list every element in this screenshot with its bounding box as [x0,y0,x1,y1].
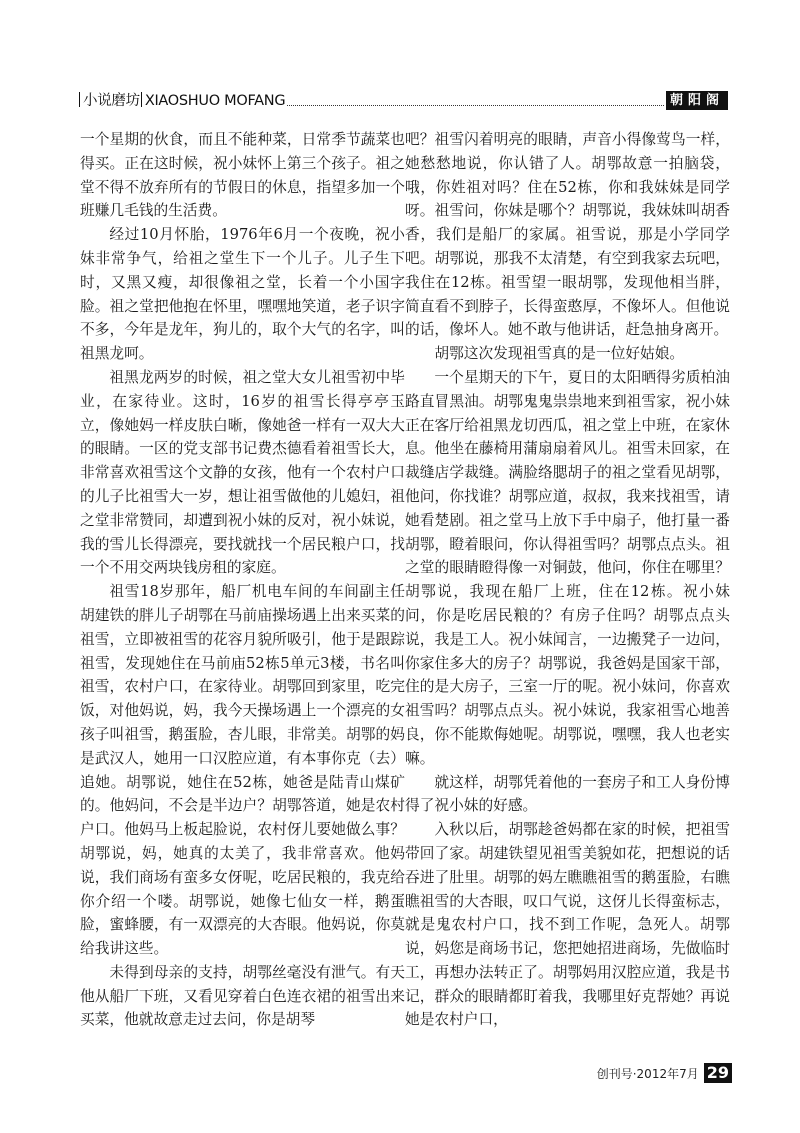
paragraph: 胡鄂这次发现祖雪真的是一位好姑娘。 [434,345,685,363]
paragraph: 就这样，胡鄂凭着他的一套房子和工人身份博得了祝小妹的好感。 [405,773,730,815]
paragraph: 入秋以后，胡鄂趁爸妈都在家的时候，把祖雪带回了家。胡建铁望见祖雪美貌如花，把想说的话吞进了肚里。胡鄂的妈左瞧瞧祖雪的鹅蛋脸，右瞧瞧祖雪的大杏眼，叹口气说，这伢儿长得蛮标志，就是鬼农村户口，找不到工作呢，急死人。胡鄂说，妈您是商场书记，您把她招进商场，先做临时工，再想办法转正了。胡鄂妈用汉腔应道，我是书记，群众的眼睛都盯着我，我哪里好克帮她？再说她是农村户口， [405,821,730,1029]
paragraph: 吧？祖雪闪着明亮的眼睛，声音小得像莺鸟一样，她愁愁地说，你认错了人。胡鄂故意一拍脑袋，哦，你姓祖对吗？住在52栋，你和我妹妹是同学呀。祖雪问，你妹是哪个？胡鄂说，我妹妹叫胡香香，我们是船厂的家属。祖雪说，那是小学同学吧。胡鄂说，那我不太清楚，有空到我家去玩吧，我住在12栋。祖雪望一眼胡鄂，发现他相当胖，简直看不到脖子，长得蛮憨厚，不像坏人。但他说的话，像坏人。她不敢与他讲话，赶急抽身离开。 [405,131,730,339]
section-title [78,89,285,110]
paragraph: 经过10月怀胎，1976年6月一个夜晚，祝小妹非常争气，给祖之堂生下一个儿子。儿子生下时，又黑又瘦，却很像祖之堂，长着一个小国字脸。祖之堂把他抱在怀里，嘿嘿地笑道，老子识字不多，今年是龙年，狗儿的，取个大气的名字，叫祖黑龙呵。 [80,226,405,363]
dotted-leader [287,104,664,106]
running-header [78,88,728,110]
section-title-en: XIAOSHUO MOFANG [144,93,286,109]
title-divider [79,92,80,107]
column-badge: 朝阳阁 [666,91,728,110]
left-column [80,128,405,1032]
right-column [405,128,730,1032]
paragraph: 祖雪18岁那年，船厂机电车间的车间副主任胡建铁的胖儿子胡鄂在马前庙操场遇上出来买菜的祖雪，立即被祖雪的花容月貌所吸引，他于是跟踪祖雪，发现她住在马前庙52栋5单元3楼，书名叫祖雪，农村户口，在家待业。胡鄂回到家里，吃完饭，对他妈说，妈，我今天操场遇上一个漂亮的女孩子叫祖雪，鹅蛋脸，杏儿眼，非常美。胡鄂的妈是武汉人，她用一口汉腔应道，有本事你克（去）追她。胡鄂说，她住在52栋，她爸是陆青山煤矿的。他妈问，不会是半边户？胡鄂答道，她是农村户口。他妈马上板起脸说，农村伢儿要她做么事？胡鄂说，妈，她真的太美了，我非常喜欢。他妈说，我们商场有蛮多女伢呢，吃居民粮的，我克给你介绍一个喽。胡鄂说，她像七仙女一样，鹅蛋脸，蜜蜂腰，有一双漂亮的大杏眼。他妈说，你莫给我讲这些。 [80,583,405,958]
issue-label: 创刊号·2012年7月 [596,1066,699,1081]
page-number: 29 [704,1063,732,1083]
title-divider [141,92,142,107]
paragraph: 祖黑龙两岁的时候，祖之堂大女儿祖雪初中毕业，在家待业。这时，16岁的祖雪长得亭亭玉立，像她妈一样皮肤白晰，像她爸一样有一双大大的眼睛。一区的党支部书记费杰德看着祖雪长大，非常喜欢祖雪这个文静的女孩，他有一个农村户口的儿子比祖雪大一岁，想让祖雪做他的儿媳妇，祖之堂非常赞同，却遭到祝小妹的反对，祝小妹说，我的雪儿长得漂亮，要找就找一个居民粮户口，找一个不用交两块钱房租的家庭。 [80,368,405,577]
paragraph: 一个星期天的下午，夏日的太阳晒得劣质柏油路直冒黑油。胡鄂鬼鬼祟祟地来到祖雪家，祝小妹正在客厅给祖黑龙切西瓜，祖之堂上中班，在家休息。他坐在藤椅用蒲扇扇着风儿。祖雪未回家，在裁缝店学裁缝。满脸络腮胡子的祖之堂看见胡鄂，他问，你找谁？胡鄂应道，叔叔，我来找祖雪，请她看楚剧。祖之堂马上放下手中扇子，他打量一番胡鄂，瞪着眼问，你认得祖雪吗？胡鄂点点头。祖之堂的眼睛瞪得像一对铜鼓，他问，你住在哪里？胡鄂说，我现在船厂上班，住在12栋。祝小妹问，你是吃居民粮的？有房子住吗？胡鄂点点头说，我是工人。祝小妹闻言，一边搬凳子一边问，你家住多大的房子？胡鄂说，我爸妈是国家干部，住的是大房子，三室一厅的呢。祝小妹问，你喜欢祖雪吗？胡鄂点点头。祝小妹说，我家祖雪心地善良，你不能欺侮她呢。胡鄂说，嘿嘿，我人也老实嘛。 [405,368,730,767]
section-title-cn: 小说磨坊 [83,93,140,109]
paragraph: 未得到母亲的支持，胡鄂丝毫没有泄气。有天他从船厂下班，又看见穿着白色连衣裙的祖雪出来买菜，他就故意走过去问，你是胡琴 [80,963,405,1029]
page-footer [597,1063,732,1083]
paragraph: 一个星期的伙食，而且不能种菜，日常季节蔬菜也得买。正在这时候，祝小妹怀上第三个孩子。祖之堂不得不放弃所有的节假日的休息，指望多加一个班赚几毛钱的生活费。 [80,131,405,220]
